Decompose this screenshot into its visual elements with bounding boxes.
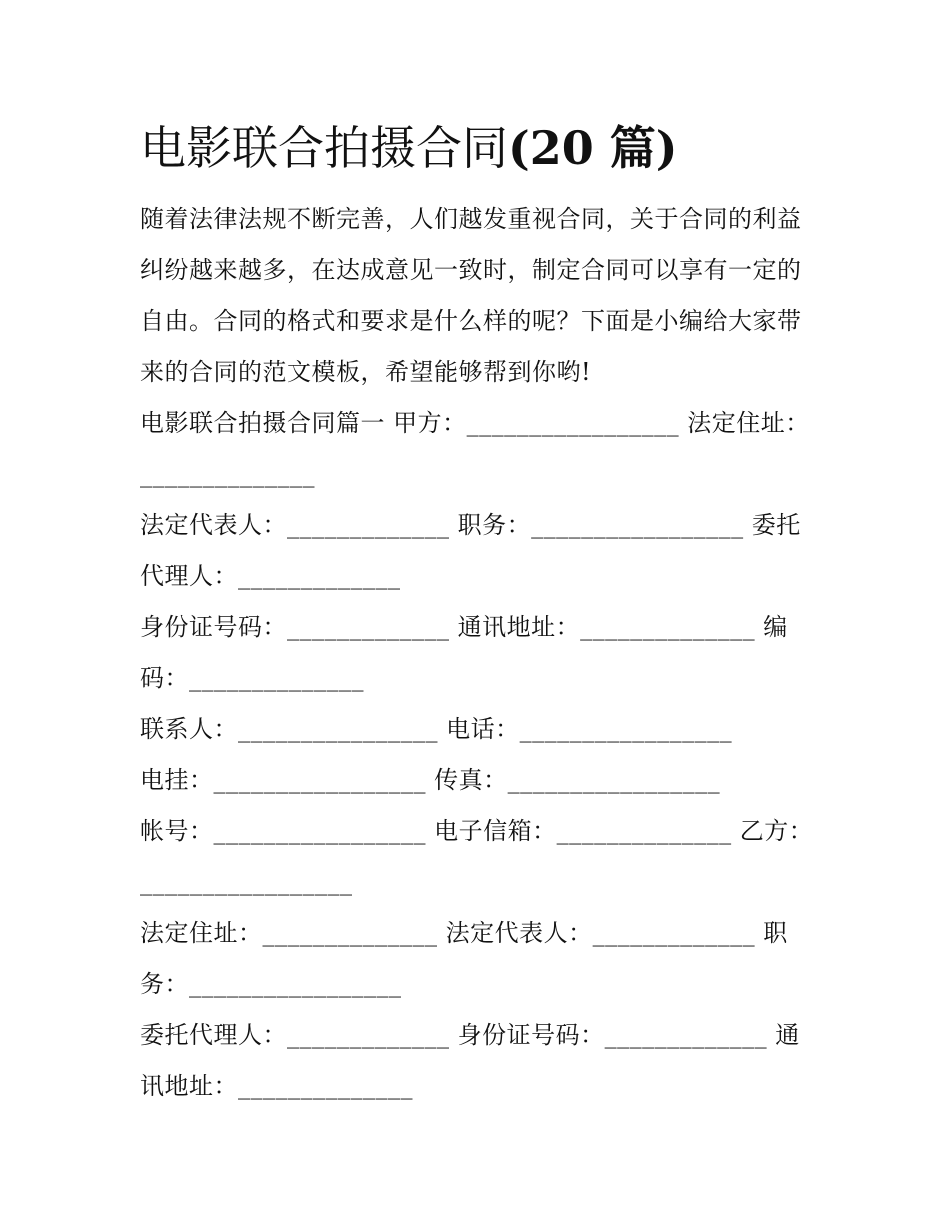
- telegraph-fax-line: 电挂：_________________ 传真：_________________: [140, 766, 721, 794]
- id-address-line: 身份证号码：_____________ 通讯地址：______________ 编码：______________: [140, 613, 788, 692]
- document-title: [140, 112, 820, 184]
- document-page: [140, 112, 820, 1112]
- intro-paragraph: 随着法律法规不断完善，人们越发重视合同，关于合同的利益纠纷越来越多，在达成意见一致时，制定合同可以享有一定的自由。合同的格式和要求是什么样的呢？下面是小编给大家带来的合同的范文模板，希望能够帮到你哟!: [140, 205, 802, 386]
- account-email-line: 帐号：_________________ 电子信箱：______________ 乙方：_________________: [140, 817, 814, 896]
- party-a-line: 电影联合拍摄合同篇一 甲方：_________________ 法定住址：______________: [140, 409, 810, 488]
- title-count: (20 篇): [508, 121, 678, 175]
- representative-line: 法定代表人：_____________ 职务：_________________ 委托代理人：_____________: [140, 511, 801, 590]
- contact-line: 联系人：________________ 电话：_________________: [140, 715, 733, 743]
- party-b-address-line: 法定住址：______________ 法定代表人：_____________ 职务：_________________: [140, 919, 788, 998]
- title-main: 电影联合拍摄合同: [140, 121, 508, 175]
- party-b-agent-line: 委托代理人：_____________ 身份证号码：_____________ 通讯地址：______________: [140, 1021, 800, 1100]
